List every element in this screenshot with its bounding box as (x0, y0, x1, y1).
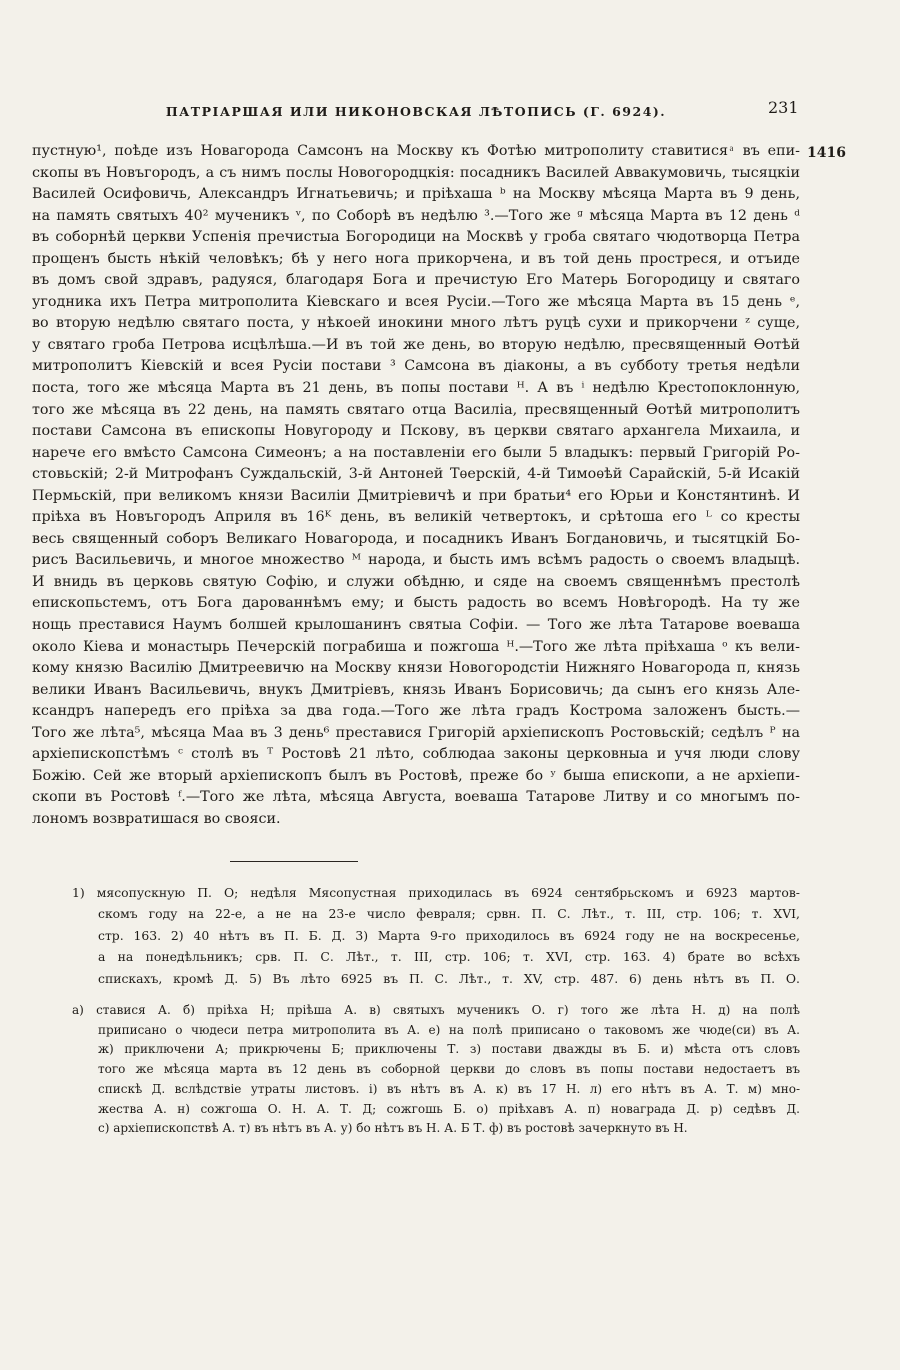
text-line: поста, того же мѣсяца Марта въ 21 день, въ попы постави ᴴ. А въ ⁱ недѣлю Крестопоклонную, (32, 380, 800, 397)
footnote-divider (230, 861, 358, 862)
footnote-line: с) архіепископствѣ А. т) въ нѣтъ въ А. у) бо нѣтъ въ Н. А. Б Т. ф) въ ростовѣ зачеркнуто въ Н. (98, 1121, 688, 1136)
text-line: пустную¹, поѣде изъ Новагорода Самсонъ на Москву къ Фотѣю митрополиту ставитися ͣ въ епи- (32, 143, 800, 159)
numbered-footnotes (72, 882, 800, 989)
footnote-line: приписано о чюдеси петра митрополита въ А. е) на полѣ приписано о таковомъ же чюде(си) въ А. (98, 1022, 800, 1037)
footnote-line: ж) приключени А; прикрючены Б; приключены Т. з) постави дважды въ Б. и) мѣста отъ словъ (98, 1042, 800, 1057)
text-line: на память святыхъ 40² мученикъ ᵛ, по Соборѣ въ недѣлю ³.—Того же ᵍ мѣсяца Марта въ 12 день ᵈ (32, 207, 800, 224)
footnote-line: стр. 163. 2) 40 нѣтъ въ П. Б. Д. 3) Марта 9-го приходилось въ 6924 году не на воскресенье, (98, 927, 800, 943)
text-line: кому князю Василію Дмитреевичю на Москву князи Новогородстіи Нижняго Новагорода ᴨ, князь (32, 660, 800, 677)
text-line: угодника ихъ Петра митрополита Кіевскаго и всея Русіи.—Того же мѣсяца Марта въ 15 день ᵉ, (32, 293, 800, 310)
footnote-line: а) ставися А. б) пріѣха Н; пріѣша А. в) святыхъ мученикъ О. г) того же лѣта Н. д) на полѣ (72, 1003, 800, 1017)
text-line: въ соборнѣй церкви Успенія пречистыа Богородици на Москвѣ у гроба святаго чюдотворца Петра (32, 229, 800, 246)
text-line: И внидь въ церковь святую Софію, и служи обѣдню, и сяде на своемъ священнѣмъ престолѣ (32, 573, 800, 590)
text-line: рисъ Васильевичь, и многое множество ᴹ народа, и бысть имъ всѣмъ радость о своемъ владыцѣ. (32, 552, 800, 569)
page-number: 231 (768, 98, 799, 117)
text-line: Того же лѣта⁵, мѣсяца Маа въ 3 день⁶ преставися Григорій архіепископъ Ростовьскій; седѣлъ ᴾ на (32, 724, 800, 741)
text-line: митрополитъ Кіевскій и всея Русіи постави ³ Самсона въ діаконы, а въ субботу третья недѣли (32, 358, 800, 375)
text-line: Василей Осифовичь, Александръ Игнатьевичь; и пріѣхаша ᵇ на Москву мѣсяца Марта въ 9 день, (32, 186, 800, 203)
text-line: Пермьскій, при великомъ князи Василіи Дмитріевичѣ и при братьи⁴ его Юрьи и Констянтинѣ. И (32, 487, 800, 504)
text-line: скопы въ Новъгородъ, а съ нимъ послы Новогородцкія: посадникъ Василей Аввакумовичь, тысяцкіи (32, 164, 800, 181)
text-line: стовьскій; 2-й Митрофанъ Суждальскій, 3-й Антоней Тѳерскій, 4-й Тимоѳѣй Сарайскій, 5-й Исакій (32, 466, 800, 483)
margin-year: 1416 (807, 145, 846, 161)
footnote-line: того же мѣсяца марта въ 12 день въ соборной церкви до словъ въ попы постави недостаетъ въ (98, 1062, 800, 1077)
text-line: во вторую недѣлю святаго поста, у нѣкоей инокини много лѣтъ руцѣ сухи и прикорчени ᶻ суще, (32, 315, 800, 332)
text-line: весь священный соборъ Великаго Новагорода, и посадникъ Иванъ Богдановичь, и тысятцкій Бо- (32, 530, 800, 547)
text-line: лономъ возвратишася во свояси. (32, 810, 281, 827)
running-title: ПАТРІАРШАЯ ИЛИ НИКОНОВСКАЯ ЛѢТОПИСЬ (Г. 6924). (165, 104, 667, 119)
text-line: у святаго гроба Петрова исцѣлѣша.—И въ той же день, во вторую недѣлю, пресвященный Өотѣй (32, 336, 800, 353)
footnote-line: жества А. н) сожгоша О. Н. А. Т. Д; сожгошь Б. о) пріѣхавъ А. п) новаграда Д. р) седѣвъ Д. (98, 1101, 800, 1116)
text-line: велики Иванъ Васильевичь, внукъ Дмитріевъ, князь Иванъ Борисовичь; да сынъ его князь Але- (32, 681, 800, 698)
text-line: нарече его вмѣсто Самсона Симеонъ; а на поставленіи его были 5 владыкъ: первый Григорій Ро- (32, 444, 800, 461)
text-line: въ домъ свой здравъ, радуяся, благодаря Бога и пречистую Его Матерь Богородицу и святаго (32, 272, 800, 289)
text-line: постави Самсона въ епископы Новугороду и Пскову, въ церкви святаго архангела Михаила, и (32, 423, 800, 440)
footnote-line: спискахъ, кромѣ Д. 5) Въ лѣто 6925 въ П. С. Лѣт., т. XV, стр. 487. 6) день нѣтъ въ П. О. (98, 970, 800, 986)
text-line: архіепископстѣмъ ᶜ столѣ въ ᵀ Ростовѣ 21 лѣто, соблюдаа законы церковныа и учя люди слову (32, 746, 800, 763)
footnote-line: скомъ году на 22-е, а не на 23-е число февраля; срвн. П. С. Лѣт., т. III, стр. 106; т. XVI, (98, 906, 800, 922)
text-line: нощь преставися Наумъ болшей крылошанинъ святыа Софіи. — Того же лѣта Татарове воеваша (32, 617, 800, 634)
footnote-line: спискѣ Д. вслѣдствіе утраты листовъ. і) въ нѣтъ въ А. к) въ 17 Н. л) его нѣтъ въ А. Т. м) мно- (98, 1081, 800, 1096)
text-line: пріѣха въ Новъгородъ Априля въ 16ᴷ день, въ великій четвертокъ, и срѣтоша его ᴸ со кресты (32, 509, 800, 526)
footnote-line: а на понедѣльникъ; срв. П. С. Лѣт., т. III, стр. 106; т. XVI, стр. 163. 4) брате во всѣхъ (98, 949, 800, 965)
lettered-footnotes (72, 1001, 800, 1139)
text-line: Божію. Сей же вторый архіепископъ былъ въ Ростовѣ, преже бо ʸ быша епископи, а не архіепи- (32, 767, 800, 784)
main-text (32, 141, 800, 831)
text-line: епископьстемъ, отъ Бога дарованнѣмъ ему; и бысть радость во всемъ Новѣгородѣ. На ту же (32, 595, 800, 612)
text-line: того же мѣсяца въ 22 день, на память святаго отца Василіа, пресвященный Өотѣй митрополитъ (32, 401, 800, 418)
text-line: прощенъ бысть нѣкій человѣкъ; бѣ у него нога прикорчена, и въ той день простреся, и отъиде (32, 250, 800, 267)
footnote-line: 1) мясопускную П. О; недѣля Мясопустная приходилась въ 6924 сентябрьскомъ и 6923 мартов- (72, 885, 800, 900)
text-line: скопи въ Ростовѣ ᶠ.—Того же лѣта, мѣсяца Августа, воеваша Татарове Литву и со многымъ по- (32, 789, 800, 806)
text-line: около Кіева и монастырь Печерскій пограбиша и пожгоша ᴴ.—Того же лѣта пріѣхаша ᵒ къ вели- (32, 638, 800, 655)
text-line: ксандръ напередъ его пріѣха за два года.—Того же лѣта градъ Кострома заложенъ бысть.— (32, 703, 800, 720)
